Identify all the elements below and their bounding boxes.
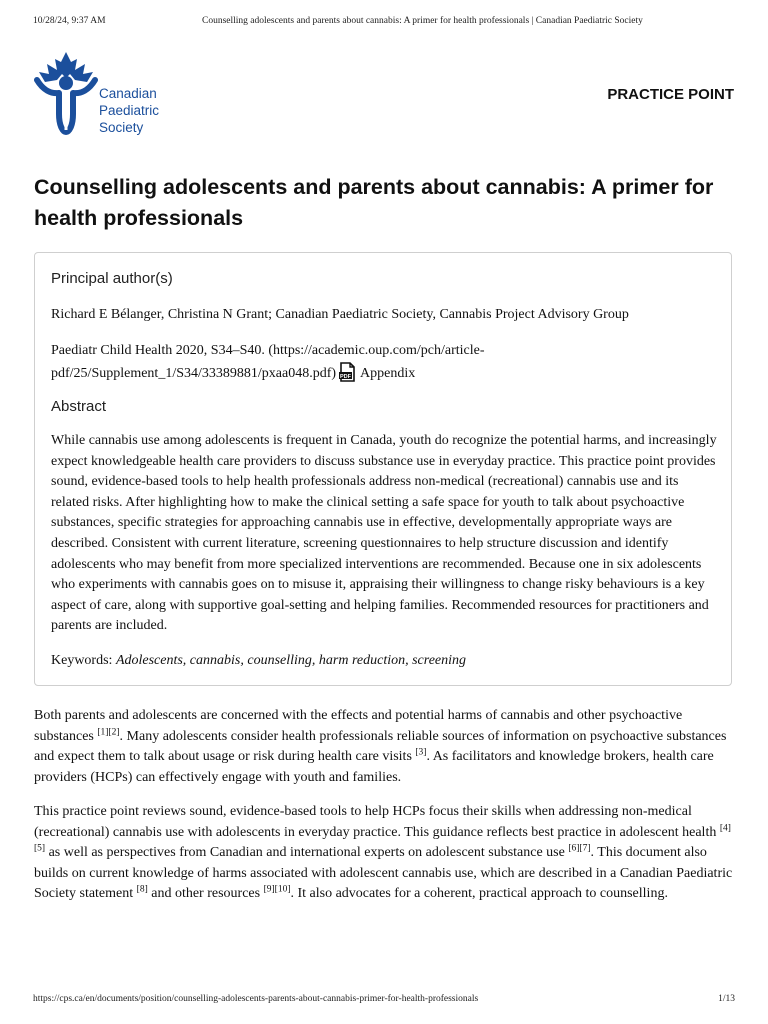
paragraph-text: Both parents and adolescents are concerned with the effects and potential harms of cannabis and other psychoactive substances xyxy=(34,708,683,744)
paragraph-text: This practice point reviews sound, evidence-based tools to help HCPs focus their skills when addressing non-medical (recreational) cannabis use with adolescents in everyday practice. This guidance reflects best practice in adolescent health xyxy=(34,804,720,840)
abstract-heading: Abstract xyxy=(51,398,107,415)
paragraph-text: . It also advocates for a coherent, practical approach to counselling. xyxy=(290,886,668,902)
reference-link[interactable]: [4][5] xyxy=(34,822,731,854)
cps-logo[interactable] xyxy=(33,50,173,136)
document-type-label: PRACTICE POINT xyxy=(607,86,734,103)
logo-line-2: Paediatric xyxy=(99,103,160,118)
keywords xyxy=(51,651,466,672)
logo-wordmark xyxy=(99,85,159,136)
paragraph-text: as well as perspectives from Canadian and international experts on adolescent substance use xyxy=(45,845,569,861)
logo-line-1: Canadian xyxy=(99,86,157,101)
principal-authors-heading: Principal author(s) xyxy=(51,270,173,287)
paragraph-text: . This document also builds on current knowledge of harms associated with adolescent cannabis use, which are described in a Canadian Paediatric Society statement xyxy=(34,845,733,902)
abstract-text: While cannabis use among adolescents is frequent in Canada, youth do recognize the potential harms, and increasingly expect knowledgeable health care providers to discuss substance use in everyday practice. This practice point provides sound, evidence-based tools to help health professionals address non-medical (recreational) cannabis use and its related risks. After highlighting how to make the clinical setting a safe space for youth to talk about psychoactive substances, specific strategies for approaching cannabis use in effective, developmentally appropriate ways are described. Consistent with current literature, screening questionnaires to help structure discussion and identify adolescents who may benefit from more specialized interventions are recommended. Because one in six adolescents who experiments with cannabis goes on to misuse it, appraising their willingness to change risky behaviours is a key aspect of care, along with supportive goal-setting and helping families. Recommended resources for practitioners and parents are included. xyxy=(51,433,717,634)
citation-link[interactable]: Paediatr Child Health 2020, S34–S40. (https://academic.oup.com/pch/article-pdf/25/Supplement_1/S34/33389881/pxaa048.pdf) xyxy=(51,343,485,381)
appendix-link[interactable]: Appendix xyxy=(360,365,416,381)
paragraph-text: and other resources xyxy=(147,886,264,902)
pdf-icon-label: PDF xyxy=(340,373,352,380)
reference-link[interactable]: [8] xyxy=(136,884,148,895)
body-paragraph-2 xyxy=(34,802,734,905)
footer-page-number: 1/13 xyxy=(718,994,735,1004)
reference-link[interactable]: [1][2] xyxy=(97,726,120,737)
print-datetime: 10/28/24, 9:37 AM xyxy=(33,16,106,26)
paragraph-text: . As facilitators and knowledge brokers, health care providers (HCPs) can effectively engage with youth and families. xyxy=(34,749,714,785)
print-page-title: Counselling adolescents and parents about cannabis: A primer for health professionals | Canadian Paediatric Society xyxy=(202,16,643,26)
reference-link[interactable]: [3] xyxy=(415,747,427,758)
page-title: Counselling adolescents and parents about cannabis: A primer for health professionals xyxy=(34,175,714,230)
logo-line-3: Society xyxy=(99,120,144,135)
keywords-list: Adolescents, cannabis, counselling, harm reduction, screening xyxy=(115,653,467,668)
reference-link[interactable]: [6][7] xyxy=(568,843,591,854)
citation xyxy=(51,341,691,384)
footer-url: https://cps.ca/en/documents/position/counselling-adolescents-parents-about-cannabis-primer-for-health-professionals xyxy=(33,994,479,1004)
pdf-file-icon[interactable] xyxy=(339,362,356,382)
maple-child-logo-icon xyxy=(33,50,99,136)
body-paragraph-1 xyxy=(34,706,734,788)
paragraph-text: . Many adolescents consider health professionals reliable sources of information on psychoactive substances and expect them to talk about usage or risk during health care visits xyxy=(34,728,727,765)
reference-link[interactable]: [9][10] xyxy=(263,884,291,895)
authors-line: Richard E Bélanger, Christina N Grant; Canadian Paediatric Society, Cannabis Project Advisory Group xyxy=(51,307,629,322)
info-box xyxy=(34,252,732,686)
keywords-label: Keywords: xyxy=(51,653,116,668)
